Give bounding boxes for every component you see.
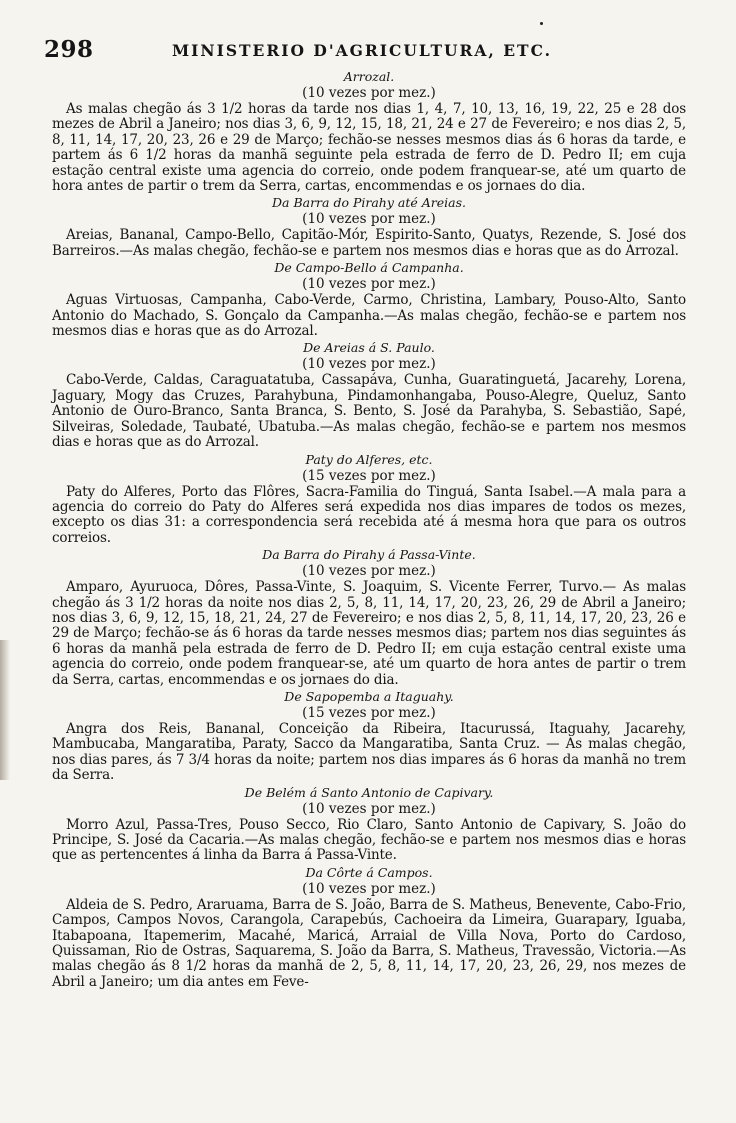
section-body: Areias, Bananal, Campo-Bello, Capitão-Mór, Espirito-Santo, Quatys, Rezende, S. José dos Barreiros.—As malas chegão, fechão-se e partem nos mesmos dias e horas que as do Arrozal. [52,227,686,259]
section-body: As malas chegão ás 3 1/2 horas da tarde nos dias 1, 4, 7, 10, 13, 16, 19, 22, 25 e 28 dos mezes de Abril a Janeiro; nos dias 3, 6, 9, 12, 15, 18, 21, 24 e 27 de Fevereiro; e nos dias 2, 5, 8, 11, 14, 17, 20, 23, 26 e 29 de Março; fechão-se nesses mesmos dias ás 6 horas da tarde, e partem ás 6 1/2 horas da manhã seguinte pela estrada de ferro de D. Pedro II; em cuja estação central existe uma agencia do correio, onde podem franquear-se, até um quarto de hora antes de partir o trem da Serra, cartas, encommendas e os jornaes do dia. [52,101,686,195]
section-frequency: (10 vezes por mez.) [302,85,436,101]
section-title: Arrozal. [343,69,395,84]
section-barra-passa-vinte [52,547,686,688]
page-header [44,36,694,62]
section-frequency: (10 vezes por mez.) [302,563,436,580]
section-body: Morro Azul, Passa-Tres, Pouso Secco, Rio Claro, Santo Antonio de Capivary, S. João do Principe, S. José da Cacaria.—As malas chegão, fechão-se e partem nos mesmos dias e horas que as pertencentes á linha da Barra á Passa-Vinte. [52,816,686,864]
section-paty-do-alferes [52,452,686,547]
section-belem-capivary [52,785,686,864]
section-body: Angra dos Reis, Bananal, Conceição da Ribeira, Itacurussá, Itaguahy, Jacarehy, Mambucaba, Mangaratiba, Paraty, Sacco da Mangaratiba, Santa Cruz. — As malas chegão, nos dias pares, ás 7 3/4 horas da noite; partem nos dias impares ás 6 horas da manhã no trem da Serra. [52,720,686,784]
section-title: De Sapopemba a Itaguahy. [284,688,454,704]
section-body: Paty do Alferes, Porto das Flôres, Sacra-Familia do Tinguá, Santa Isabel.—A mala para a agencia do correio do Paty do Alferes será expedida nos dias impares de todos os mezes, excepto os dias 31: a correspondencia será recebida até á mesma hora que para os outros correios. [52,483,686,546]
section-sapopemba-itaguahy [52,689,686,784]
section-title: Da Barra do Pirahy á Passa-Vinte. [262,547,476,563]
section-areias-sao-paulo [52,340,686,450]
ink-speck [540,22,543,25]
section-arrozal [52,69,686,194]
section-title: Paty do Alferes, etc. [305,451,433,467]
page-content [52,68,686,991]
running-head: MINISTERIO D'AGRICULTURA, ETC. [172,41,553,60]
section-title: Da Côrte á Campos. [305,864,433,880]
section-corte-campos [52,865,686,990]
section-frequency: (10 vezes por mez.) [302,800,436,817]
section-title: Da Barra do Pirahy até Areias. [272,195,466,211]
section-frequency: (15 vezes por mez.) [302,467,436,484]
section-title: De Areias á S. Paulo. [303,340,435,356]
section-title: De Belém á Santo Antonio de Capivary. [244,784,494,800]
section-body: Aguas Virtuosas, Campanha, Cabo-Verde, Carmo, Christina, Lambary, Pouso-Alto, Santo Antonio do Machado, S. Gonçalo da Campanha.—As malas chegão, fechão-se e partem nos mesmos dias e horas que as do Arrozal. [52,292,686,340]
section-body: Amparo, Ayuruoca, Dôres, Passa-Vinte, S. Joaquim, S. Vicente Ferrer, Turvo.— As malas chegão ás 3 1/2 horas da noite nos dias 2, 5, 8, 11, 14, 17, 20, 23, 26, 29 de Abril a Janeiro; nos dias 3, 6, 9, 12, 15, 18, 21, 24, 27 de Fevereiro; e nos dias 2, 5, 8, 11, 14, 17, 20, 23, 26 e 29 de Março; fechão-se ás 6 horas da tarde nesses mesmos dias; partem nos dias seguintes ás 6 horas da manhã pela estrada de ferro de D. Pedro II; em cuja estação central existe uma agencia do correio, onde podem franquear-se, até um quarto de hora antes de partir o trem da Serra, cartas, encommendas e os jornaes do dia. [52,579,686,688]
section-frequency: (10 vezes por mez.) [302,276,436,293]
section-campo-bello-campanha [52,260,686,339]
page-number: 298 [44,36,94,63]
section-frequency: (10 vezes por mez.) [302,880,436,897]
section-frequency: (10 vezes por mez.) [302,356,436,373]
section-body: Aldeia de S. Pedro, Araruama, Barra de S. João, Barra de S. Matheus, Benevente, Cabo-Frio, Campos, Campos Novos, Carangola, Carapebús, Cachoeira da Limeira, Guarapary, Iguaba, Itabapoana, Itapemerim, Macahé, Maricá, Arraial de Villa Nova, Porto do Cardoso, Quissaman, Rio de Ostras, Saquarema, S. João da Barra, S. Matheus, Travessão, Victoria.—As malas chegão ás 8 1/2 horas da manhã de 2, 5, 8, 11, 14, 17, 20, 23, 26, 29, nos mezes de Abril a Janeiro; um dia antes em Feve- [52,896,686,990]
section-body: Cabo-Verde, Caldas, Caraguatatuba, Cassapáva, Cunha, Guaratinguetá, Jacarehy, Lorena, Jaguary, Mogy das Cruzes, Parahybuna, Pindamonhangaba, Pouso-Alegre, Queluz, Santo Antonio de Ouro-Branco, Santa Branca, S. Bento, S. José da Parahyba, S. Sebastião, Sapé, Silveiras, Soledade, Taubaté, Ubatuba.—As malas chegão, fechão-se e partem nos mesmos dias e horas que as do Arrozal. [52,372,686,451]
section-frequency: (15 vezes por mez.) [302,704,436,721]
section-barra-areias [52,195,686,259]
margin-stain [0,640,10,780]
section-title: De Campo-Bello á Campanha. [274,260,464,276]
section-frequency: (10 vezes por mez.) [302,211,436,228]
